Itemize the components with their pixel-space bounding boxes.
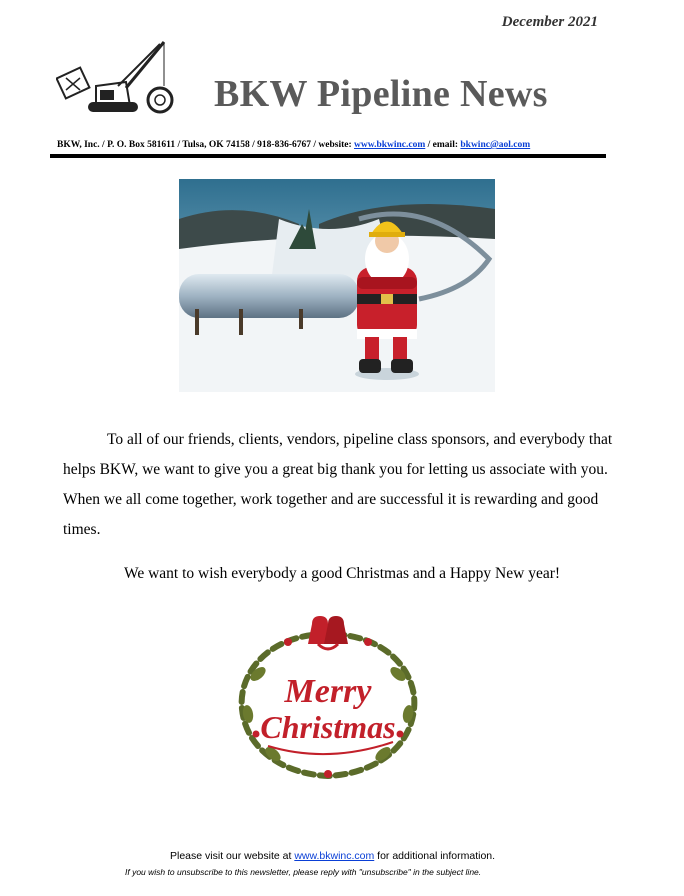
website-note	[170, 850, 495, 862]
thank-you-paragraph	[63, 425, 619, 545]
wreath-merry: Merry	[284, 673, 372, 710]
contact-line	[57, 140, 530, 150]
wreath-christmas: Christmas	[260, 709, 396, 745]
website-link[interactable]: www.bkwinc.com	[354, 140, 426, 150]
holiday-wish: We want to wish everybody a good Christmas and a Happy New year!	[123, 565, 561, 582]
visit-suffix: for additional information.	[374, 850, 496, 862]
newsletter-title: BKW Pipeline News	[214, 73, 548, 115]
email-link[interactable]: bkwinc@aol.com	[460, 140, 531, 150]
issue-date: December 2021	[501, 14, 598, 30]
merry-christmas-wreath	[228, 614, 428, 784]
footer-website-link[interactable]: www.bkwinc.com	[294, 850, 375, 862]
thank-you-text: To all of our friends, clients, vendors, pipeline class sponsors, and everybody that helps BKW, we want to give you a great big thank you for letting us associate with you. When we all come together, work together and are successful it is rewarding and good times.	[63, 431, 613, 538]
unsubscribe-note: If you wish to unsubscribe to this newsletter, please reply with "unsubscribe" in the subject line.	[125, 867, 482, 877]
santa-pipeline-image	[179, 179, 495, 392]
contact-address: BKW, Inc. / P. O. Box 581611 / Tulsa, OK 74158 / 918-836-6767 / website:	[57, 140, 355, 150]
visit-prefix: Please visit our website at	[170, 850, 295, 862]
header-divider	[50, 154, 606, 158]
email-label: / email:	[425, 140, 461, 150]
pipelayer-logo	[56, 38, 184, 116]
